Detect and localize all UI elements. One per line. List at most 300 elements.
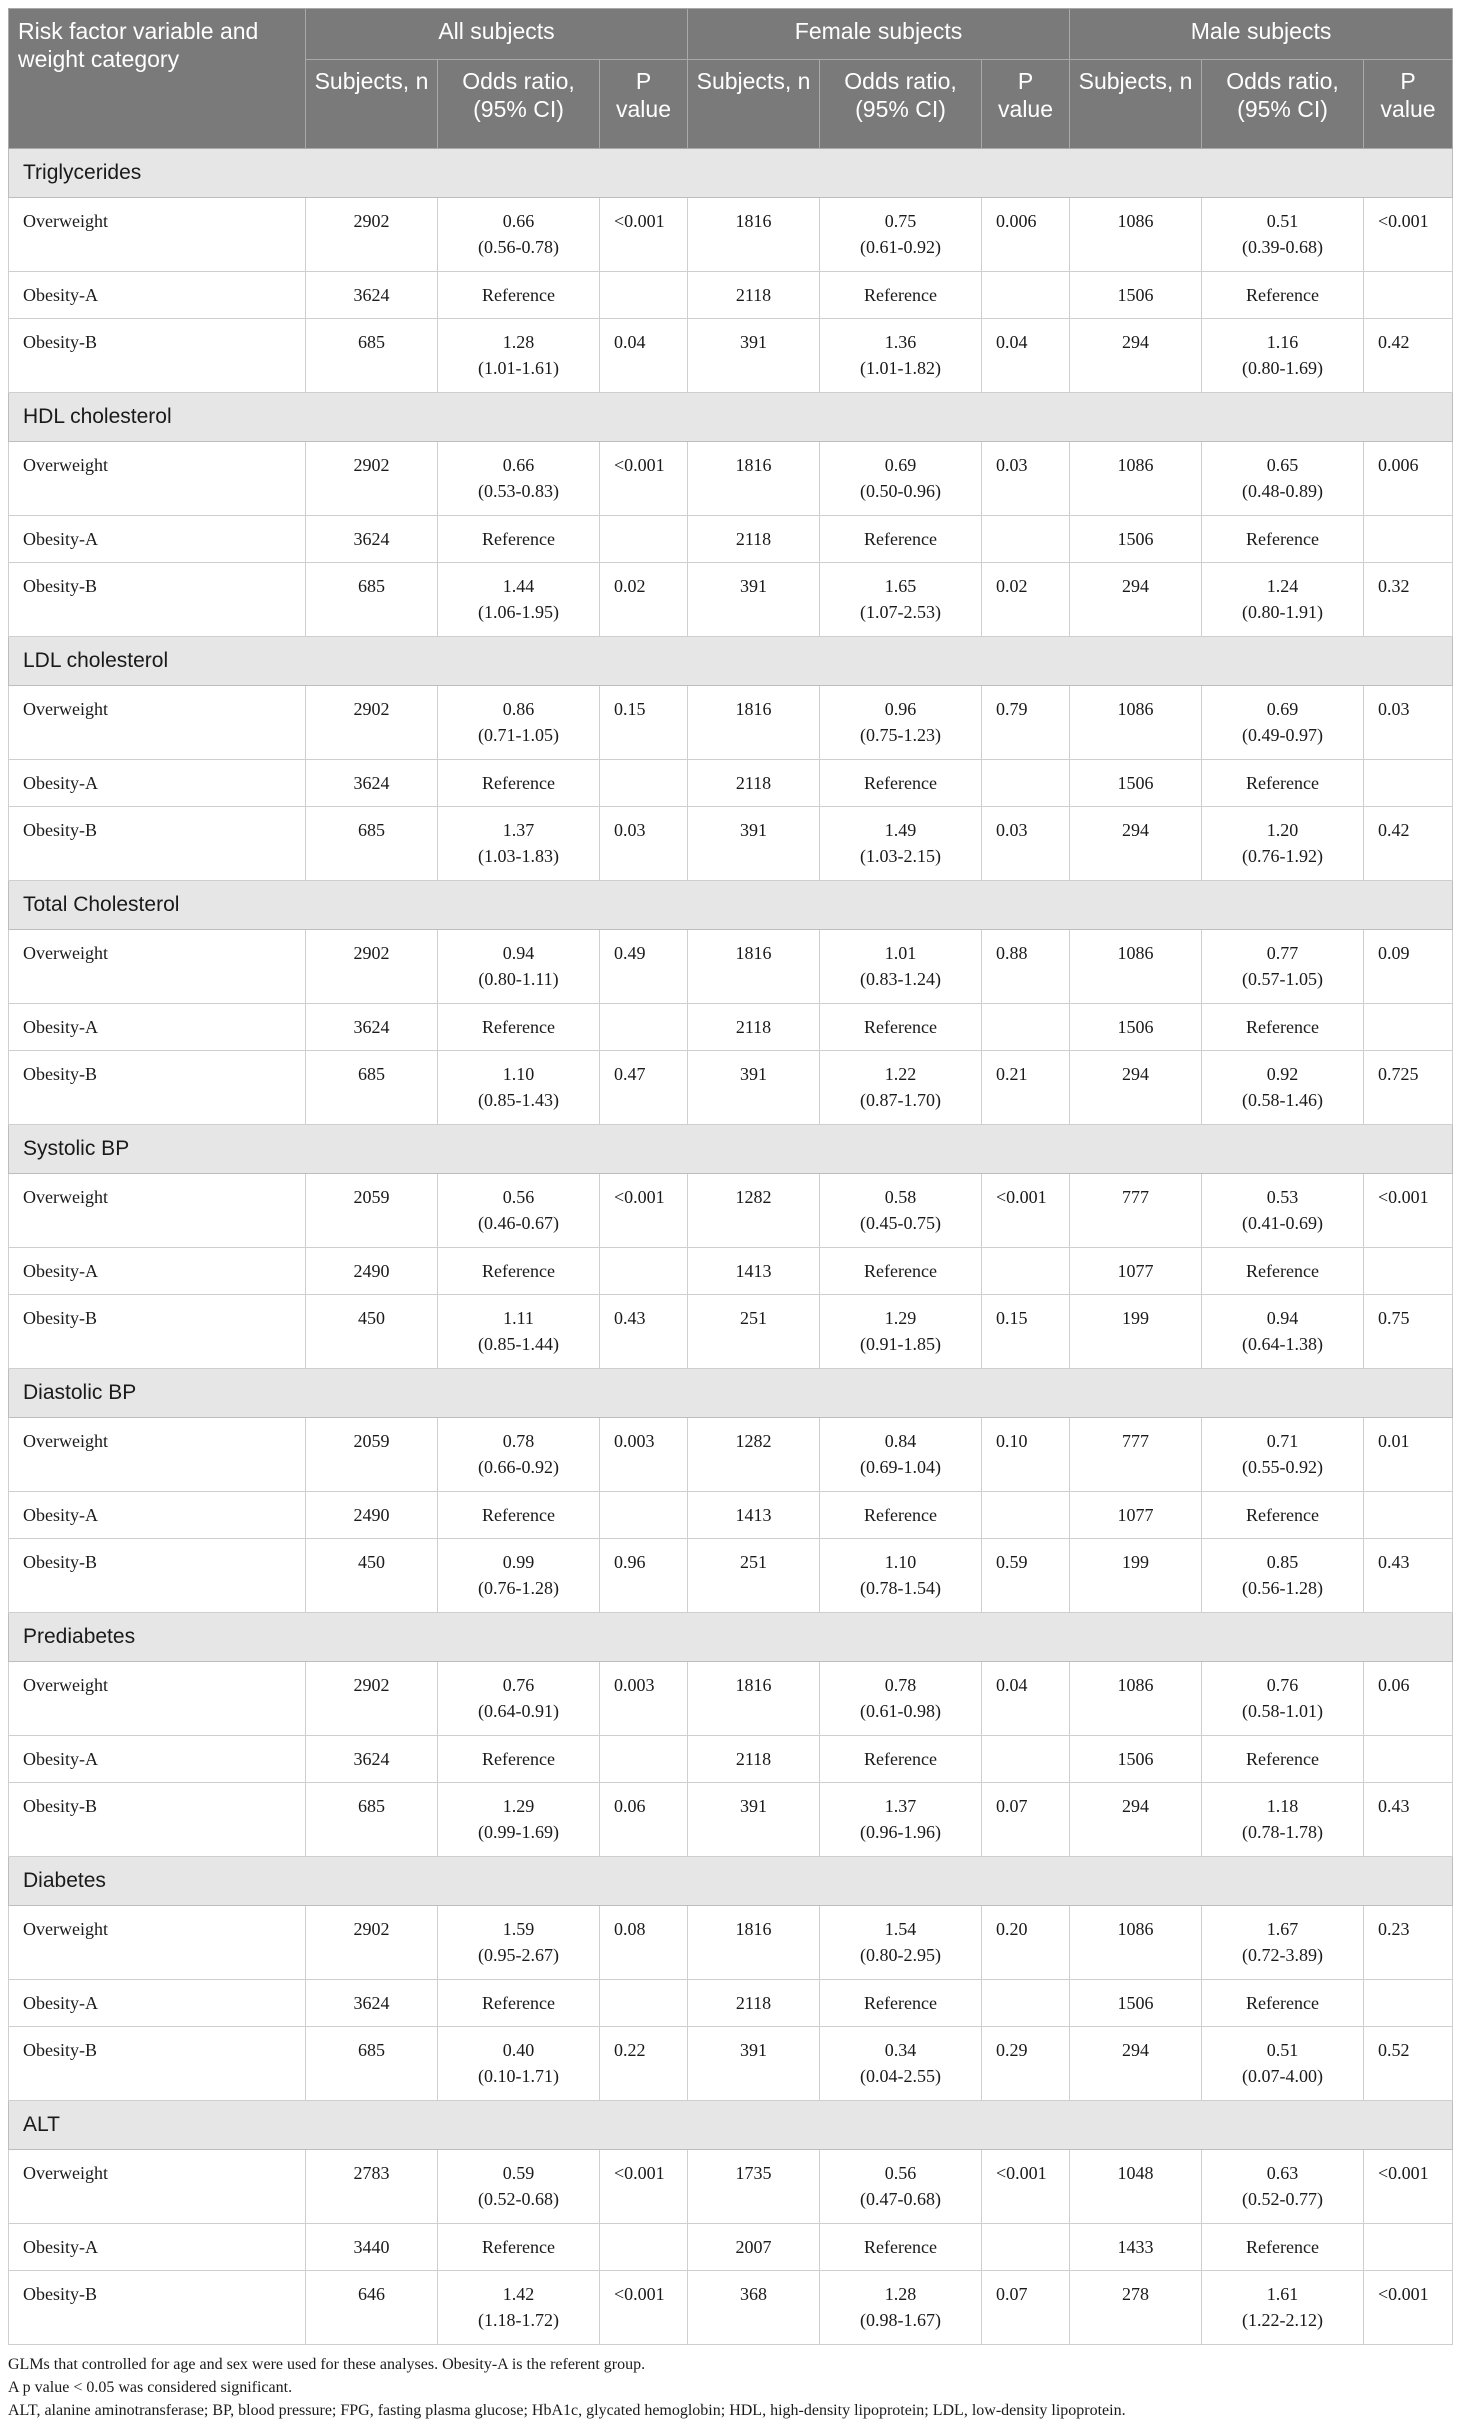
- table-row: [9, 1906, 1453, 1980]
- subjects-count: 1506: [1070, 1980, 1202, 2027]
- confidence-interval: (0.57-1.05): [1242, 969, 1324, 989]
- weight-category-label: Overweight: [9, 198, 306, 272]
- p-value: 0.52: [1364, 2027, 1453, 2101]
- odds-ratio-value: Reference: [1246, 285, 1319, 305]
- odds-ratio-cell: [1202, 563, 1364, 637]
- odds-ratio-cell: [438, 760, 600, 807]
- weight-category-label: Overweight: [9, 1662, 306, 1736]
- odds-ratio-value: 0.85: [1266, 1552, 1299, 1572]
- odds-ratio-cell: [438, 1906, 600, 1980]
- subjects-count: 1506: [1070, 1736, 1202, 1783]
- odds-ratio-value: 1.10: [502, 1064, 535, 1084]
- confidence-interval: (0.46-0.67): [478, 1213, 559, 1233]
- p-value: 0.02: [600, 563, 688, 637]
- p-value: <0.001: [982, 1174, 1070, 1248]
- subjects-count: 391: [688, 1783, 820, 1857]
- confidence-interval: (0.41-0.69): [1242, 1213, 1324, 1233]
- odds-ratio-cell: [1202, 1980, 1364, 2027]
- odds-ratio-cell: [438, 1980, 600, 2027]
- weight-category-label: Obesity-B: [9, 319, 306, 393]
- p-value: 0.003: [600, 1662, 688, 1736]
- odds-ratio-cell: [438, 1539, 600, 1613]
- odds-ratio-cell: [1202, 2150, 1364, 2224]
- odds-ratio-cell: [438, 1004, 600, 1051]
- weight-category-label: Obesity-A: [9, 272, 306, 319]
- p-value: 0.96: [600, 1539, 688, 1613]
- section-title: HDL cholesterol: [9, 393, 1453, 442]
- subjects-count: 3624: [306, 760, 438, 807]
- p-value: 0.15: [600, 686, 688, 760]
- subjects-count: 1413: [688, 1492, 820, 1539]
- weight-category-label: Obesity-B: [9, 1051, 306, 1125]
- confidence-interval: (0.76-1.92): [1242, 846, 1324, 866]
- section-row: [9, 637, 1453, 686]
- section-title: LDL cholesterol: [9, 637, 1453, 686]
- odds-ratio-value: Reference: [482, 2237, 555, 2257]
- subjects-count: 1282: [688, 1174, 820, 1248]
- odds-ratio-cell: [820, 442, 982, 516]
- p-value: [1364, 1492, 1453, 1539]
- p-value: 0.49: [600, 930, 688, 1004]
- odds-ratio-value: Reference: [482, 1017, 555, 1037]
- confidence-interval: (0.58-1.46): [1242, 1090, 1324, 1110]
- odds-ratio-value: 1.59: [502, 1919, 535, 1939]
- odds-ratio-cell: [1202, 686, 1364, 760]
- odds-ratio-value: 1.28: [502, 332, 535, 352]
- confidence-interval: (0.64-0.91): [478, 1701, 559, 1721]
- footnote-significance: A p value < 0.05 was considered significant.: [8, 2379, 293, 2396]
- table-row: [9, 198, 1453, 272]
- p-value: 0.07: [982, 2271, 1070, 2345]
- odds-ratio-value: 0.78: [502, 1431, 535, 1451]
- table-row: [9, 1980, 1453, 2027]
- confidence-interval: (0.50-0.96): [860, 481, 941, 501]
- odds-ratio-value: 1.54: [884, 1919, 917, 1939]
- odds-ratio-value: 1.37: [502, 820, 535, 840]
- table-row: [9, 930, 1453, 1004]
- weight-category-label: Obesity-A: [9, 2224, 306, 2271]
- subjects-count: 646: [306, 2271, 438, 2345]
- weight-category-label: Obesity-B: [9, 563, 306, 637]
- subjects-count: 450: [306, 1295, 438, 1369]
- subjects-count: 1816: [688, 1662, 820, 1736]
- p-value: 0.43: [1364, 1539, 1453, 1613]
- odds-ratio-cell: [820, 1492, 982, 1539]
- weight-category-label: Obesity-A: [9, 760, 306, 807]
- odds-ratio-value: Reference: [864, 1505, 937, 1525]
- subjects-count: 2490: [306, 1492, 438, 1539]
- odds-ratio-value: Reference: [864, 1017, 937, 1037]
- p-value: 0.09: [1364, 930, 1453, 1004]
- subjects-count: 3624: [306, 272, 438, 319]
- odds-ratio-cell: [438, 2224, 600, 2271]
- subjects-count: 1506: [1070, 516, 1202, 563]
- table-row: [9, 807, 1453, 881]
- odds-ratio-value: 1.65: [884, 576, 917, 596]
- odds-ratio-cell: [438, 516, 600, 563]
- odds-ratio-cell: [820, 2224, 982, 2271]
- subjects-count: 685: [306, 1051, 438, 1125]
- odds-ratio-value: 1.29: [884, 1308, 917, 1328]
- subjects-count: 685: [306, 807, 438, 881]
- confidence-interval: (0.83-1.24): [860, 969, 941, 989]
- p-value: 0.04: [600, 319, 688, 393]
- confidence-interval: (0.52-0.68): [478, 2189, 559, 2209]
- header-subjects: Subjects, n: [1070, 60, 1202, 149]
- p-value: 0.42: [1364, 807, 1453, 881]
- p-value: [982, 2224, 1070, 2271]
- odds-ratio-value: 1.37: [884, 1796, 917, 1816]
- confidence-interval: (0.07-4.00): [1242, 2066, 1324, 2086]
- p-value: 0.006: [982, 198, 1070, 272]
- confidence-interval: (0.80-2.95): [860, 1945, 941, 1965]
- odds-ratio-value: 0.76: [1266, 1675, 1299, 1695]
- odds-ratio-value: 1.44: [502, 576, 535, 596]
- subjects-count: 294: [1070, 1051, 1202, 1125]
- odds-ratio-cell: [438, 1295, 600, 1369]
- confidence-interval: (0.85-1.43): [478, 1090, 559, 1110]
- subjects-count: 1048: [1070, 2150, 1202, 2224]
- subjects-count: 391: [688, 807, 820, 881]
- subjects-count: 294: [1070, 2027, 1202, 2101]
- p-value: [982, 1004, 1070, 1051]
- confidence-interval: (1.07-2.53): [860, 602, 941, 622]
- subjects-count: 294: [1070, 807, 1202, 881]
- table-row: [9, 1418, 1453, 1492]
- subjects-count: 1816: [688, 930, 820, 1004]
- p-value: 0.29: [982, 2027, 1070, 2101]
- odds-ratio-cell: [820, 686, 982, 760]
- odds-ratio-value: 0.69: [1266, 699, 1299, 719]
- odds-ratio-cell: [1202, 1295, 1364, 1369]
- odds-ratio-cell: [1202, 1004, 1364, 1051]
- confidence-interval: (0.76-1.28): [478, 1578, 559, 1598]
- table-row: [9, 1174, 1453, 1248]
- odds-ratio-cell: [1202, 1736, 1364, 1783]
- section-title: Systolic BP: [9, 1125, 1453, 1174]
- odds-ratio-cell: [1202, 807, 1364, 881]
- odds-ratio-value: 0.94: [502, 943, 535, 963]
- subjects-count: 2902: [306, 442, 438, 516]
- table-row: [9, 319, 1453, 393]
- confidence-interval: (0.61-0.98): [860, 1701, 941, 1721]
- header-group-female: Female subjects: [688, 9, 1070, 60]
- odds-ratio-value: 0.58: [884, 1187, 917, 1207]
- p-value: [600, 760, 688, 807]
- header-subjects: Subjects, n: [688, 60, 820, 149]
- p-value: <0.001: [600, 442, 688, 516]
- p-value: [600, 1248, 688, 1295]
- table-row: [9, 1051, 1453, 1125]
- odds-ratio-value: Reference: [482, 1505, 555, 1525]
- odds-ratio-value: Reference: [482, 529, 555, 549]
- subjects-count: 1433: [1070, 2224, 1202, 2271]
- odds-ratio-cell: [438, 2027, 600, 2101]
- odds-ratio-value: Reference: [1246, 773, 1319, 793]
- odds-ratio-cell: [820, 2027, 982, 2101]
- subjects-count: 2007: [688, 2224, 820, 2271]
- odds-ratio-cell: [1202, 1174, 1364, 1248]
- odds-ratio-value: Reference: [864, 2237, 937, 2257]
- section-row: [9, 393, 1453, 442]
- odds-ratio-cell: [1202, 1248, 1364, 1295]
- odds-ratio-cell: [1202, 198, 1364, 272]
- weight-category-label: Overweight: [9, 1418, 306, 1492]
- subjects-count: 685: [306, 563, 438, 637]
- odds-ratio-cell: [1202, 2224, 1364, 2271]
- p-value: 0.43: [600, 1295, 688, 1369]
- odds-ratio-cell: [1202, 2271, 1364, 2345]
- p-value: <0.001: [1364, 2150, 1453, 2224]
- confidence-interval: (0.56-0.78): [478, 237, 559, 257]
- odds-ratio-cell: [820, 1418, 982, 1492]
- header-odds-ratio: Odds ratio, (95% CI): [438, 60, 600, 149]
- odds-ratio-cell: [438, 1736, 600, 1783]
- p-value: <0.001: [1364, 2271, 1453, 2345]
- confidence-interval: (0.45-0.75): [860, 1213, 941, 1233]
- table-row: [9, 1492, 1453, 1539]
- table-row: [9, 2027, 1453, 2101]
- odds-ratio-cell: [438, 563, 600, 637]
- weight-category-label: Overweight: [9, 930, 306, 1004]
- p-value: [982, 760, 1070, 807]
- confidence-interval: (0.72-3.89): [1242, 1945, 1324, 1965]
- confidence-interval: (1.06-1.95): [478, 602, 559, 622]
- p-value: <0.001: [982, 2150, 1070, 2224]
- subjects-count: 294: [1070, 319, 1202, 393]
- odds-ratio-value: 1.61: [1266, 2284, 1299, 2304]
- p-value: [1364, 1004, 1453, 1051]
- subjects-count: 2783: [306, 2150, 438, 2224]
- odds-ratio-value: 0.66: [502, 455, 535, 475]
- header-odds-ratio: Odds ratio, (95% CI): [1202, 60, 1364, 149]
- subjects-count: 450: [306, 1539, 438, 1613]
- subjects-count: 2118: [688, 272, 820, 319]
- confidence-interval: (0.64-1.38): [1242, 1334, 1324, 1354]
- odds-ratio-cell: [820, 563, 982, 637]
- odds-ratio-cell: [438, 272, 600, 319]
- p-value: [982, 272, 1070, 319]
- p-value: 0.59: [982, 1539, 1070, 1613]
- odds-ratio-cell: [820, 760, 982, 807]
- confidence-interval: (0.69-1.04): [860, 1457, 941, 1477]
- p-value: 0.20: [982, 1906, 1070, 1980]
- p-value: <0.001: [600, 1174, 688, 1248]
- odds-ratio-value: Reference: [482, 773, 555, 793]
- odds-ratio-value: 1.24: [1266, 576, 1299, 596]
- odds-ratio-value: Reference: [864, 773, 937, 793]
- subjects-count: 1506: [1070, 1004, 1202, 1051]
- odds-ratio-cell: [1202, 319, 1364, 393]
- subjects-count: 3624: [306, 1736, 438, 1783]
- odds-ratio-value: 1.28: [884, 2284, 917, 2304]
- subjects-count: 2902: [306, 1906, 438, 1980]
- odds-ratio-cell: [820, 1248, 982, 1295]
- section-row: [9, 881, 1453, 930]
- footnote-glm: GLMs that controlled for age and sex were used for these analyses. Obesity-A is the referent group.: [8, 2356, 646, 2373]
- odds-ratio-value: 0.99: [502, 1552, 535, 1572]
- odds-ratio-value: Reference: [482, 1261, 555, 1281]
- section-row: [9, 2101, 1453, 2150]
- confidence-interval: (0.99-1.69): [478, 1822, 559, 1842]
- header-subjects: Subjects, n: [306, 60, 438, 149]
- p-value: 0.23: [1364, 1906, 1453, 1980]
- odds-ratio-cell: [820, 1906, 982, 1980]
- confidence-interval: (0.87-1.70): [860, 1090, 941, 1110]
- odds-ratio-cell: [820, 1980, 982, 2027]
- confidence-interval: (0.53-0.83): [478, 481, 559, 501]
- subjects-count: 1086: [1070, 1662, 1202, 1736]
- odds-ratio-cell: [1202, 2027, 1364, 2101]
- confidence-interval: (1.01-1.61): [478, 358, 559, 378]
- p-value: 0.006: [1364, 442, 1453, 516]
- p-value: 0.47: [600, 1051, 688, 1125]
- odds-ratio-value: 0.66: [502, 211, 535, 231]
- odds-ratio-value: Reference: [1246, 1505, 1319, 1525]
- odds-ratio-value: 1.22: [884, 1064, 917, 1084]
- subjects-count: 3624: [306, 1980, 438, 2027]
- confidence-interval: (0.58-1.01): [1242, 1701, 1324, 1721]
- confidence-interval: (0.39-0.68): [1242, 237, 1324, 257]
- subjects-count: 1506: [1070, 760, 1202, 807]
- confidence-interval: (0.10-1.71): [478, 2066, 559, 2086]
- odds-ratio-cell: [438, 1051, 600, 1125]
- odds-ratio-value: 0.56: [502, 1187, 535, 1207]
- confidence-interval: (1.03-2.15): [860, 846, 941, 866]
- table-row: [9, 442, 1453, 516]
- table-row: [9, 760, 1453, 807]
- odds-ratio-cell: [820, 1736, 982, 1783]
- footnote-abbreviations: ALT, alanine aminotransferase; BP, blood pressure; FPG, fasting plasma glucose; HbA1c, glycated hemoglobin; HDL, high-density lipoprotein; LDL, low-density lipoprotein.: [8, 2402, 1126, 2419]
- p-value: 0.75: [1364, 1295, 1453, 1369]
- odds-ratio-value: Reference: [864, 1261, 937, 1281]
- weight-category-label: Obesity-A: [9, 1004, 306, 1051]
- table-row: [9, 516, 1453, 563]
- odds-ratio-cell: [438, 319, 600, 393]
- odds-ratio-cell: [1202, 760, 1364, 807]
- section-row: [9, 1613, 1453, 1662]
- subjects-count: 251: [688, 1539, 820, 1613]
- subjects-count: 294: [1070, 1783, 1202, 1857]
- odds-ratio-value: 0.65: [1266, 455, 1299, 475]
- odds-ratio-value: 0.75: [884, 211, 917, 231]
- odds-ratio-value: Reference: [1246, 1017, 1319, 1037]
- confidence-interval: (0.52-0.77): [1242, 2189, 1324, 2209]
- subjects-count: 2118: [688, 1736, 820, 1783]
- p-value: 0.02: [982, 563, 1070, 637]
- table-row: [9, 1662, 1453, 1736]
- odds-ratio-cell: [820, 272, 982, 319]
- weight-category-label: Obesity-A: [9, 1248, 306, 1295]
- p-value: <0.001: [1364, 198, 1453, 272]
- subjects-count: 2059: [306, 1418, 438, 1492]
- odds-ratio-value: 1.18: [1266, 1796, 1299, 1816]
- odds-ratio-cell: [1202, 442, 1364, 516]
- odds-ratio-value: 0.92: [1266, 1064, 1299, 1084]
- section-row: [9, 149, 1453, 198]
- odds-ratio-cell: [438, 1662, 600, 1736]
- odds-ratio-cell: [438, 2150, 600, 2224]
- subjects-count: 1816: [688, 442, 820, 516]
- odds-ratio-cell: [820, 1174, 982, 1248]
- odds-ratio-cell: [438, 1783, 600, 1857]
- subjects-count: 391: [688, 319, 820, 393]
- p-value: [1364, 272, 1453, 319]
- subjects-count: 1077: [1070, 1492, 1202, 1539]
- weight-category-label: Obesity-B: [9, 807, 306, 881]
- table-row: [9, 686, 1453, 760]
- weight-category-label: Overweight: [9, 2150, 306, 2224]
- table-container: [8, 8, 1452, 2422]
- odds-ratio-value: 0.84: [884, 1431, 917, 1451]
- subjects-count: 3624: [306, 1004, 438, 1051]
- subjects-count: 1413: [688, 1248, 820, 1295]
- odds-ratio-cell: [1202, 1418, 1364, 1492]
- odds-ratio-cell: [820, 807, 982, 881]
- subjects-count: 391: [688, 563, 820, 637]
- confidence-interval: (1.22-2.12): [1242, 2310, 1324, 2330]
- p-value: 0.88: [982, 930, 1070, 1004]
- confidence-interval: (0.71-1.05): [478, 725, 559, 745]
- confidence-interval: (0.80-1.11): [478, 969, 559, 989]
- table-row: [9, 272, 1453, 319]
- odds-ratio-value: 0.78: [884, 1675, 917, 1695]
- p-value: [1364, 1736, 1453, 1783]
- weight-category-label: Obesity-A: [9, 1492, 306, 1539]
- odds-ratio-value: 0.77: [1266, 943, 1299, 963]
- odds-ratio-cell: [438, 442, 600, 516]
- subjects-count: 1816: [688, 1906, 820, 1980]
- subjects-count: 2902: [306, 1662, 438, 1736]
- p-value: 0.10: [982, 1418, 1070, 1492]
- p-value: 0.06: [600, 1783, 688, 1857]
- confidence-interval: (0.80-1.91): [1242, 602, 1324, 622]
- weight-category-label: Obesity-A: [9, 1980, 306, 2027]
- odds-ratio-cell: [438, 198, 600, 272]
- confidence-interval: (0.04-2.55): [860, 2066, 941, 2086]
- section-row: [9, 1857, 1453, 1906]
- odds-ratio-value: 0.71: [1266, 1431, 1299, 1451]
- table-row: [9, 563, 1453, 637]
- odds-ratio-value: 0.40: [502, 2040, 535, 2060]
- p-value: 0.07: [982, 1783, 1070, 1857]
- p-value: 0.03: [600, 807, 688, 881]
- weight-category-label: Obesity-A: [9, 516, 306, 563]
- subjects-count: 1816: [688, 686, 820, 760]
- section-title: ALT: [9, 2101, 1453, 2150]
- subjects-count: 368: [688, 2271, 820, 2345]
- odds-ratio-cell: [438, 807, 600, 881]
- odds-ratio-cell: [438, 1492, 600, 1539]
- p-value: [600, 1492, 688, 1539]
- table-row: [9, 1004, 1453, 1051]
- p-value: <0.001: [600, 2150, 688, 2224]
- confidence-interval: (0.91-1.85): [860, 1334, 941, 1354]
- p-value: <0.001: [1364, 1174, 1453, 1248]
- p-value: <0.001: [600, 198, 688, 272]
- odds-ratio-value: 1.36: [884, 332, 917, 352]
- p-value: [982, 1980, 1070, 2027]
- p-value: 0.03: [1364, 686, 1453, 760]
- odds-ratio-value: Reference: [1246, 2237, 1319, 2257]
- subjects-count: 777: [1070, 1418, 1202, 1492]
- odds-ratio-value: 1.29: [502, 1796, 535, 1816]
- odds-ratio-value: 0.76: [502, 1675, 535, 1695]
- odds-ratio-cell: [438, 2271, 600, 2345]
- subjects-count: 199: [1070, 1539, 1202, 1613]
- odds-ratio-cell: [438, 1174, 600, 1248]
- subjects-count: 3624: [306, 516, 438, 563]
